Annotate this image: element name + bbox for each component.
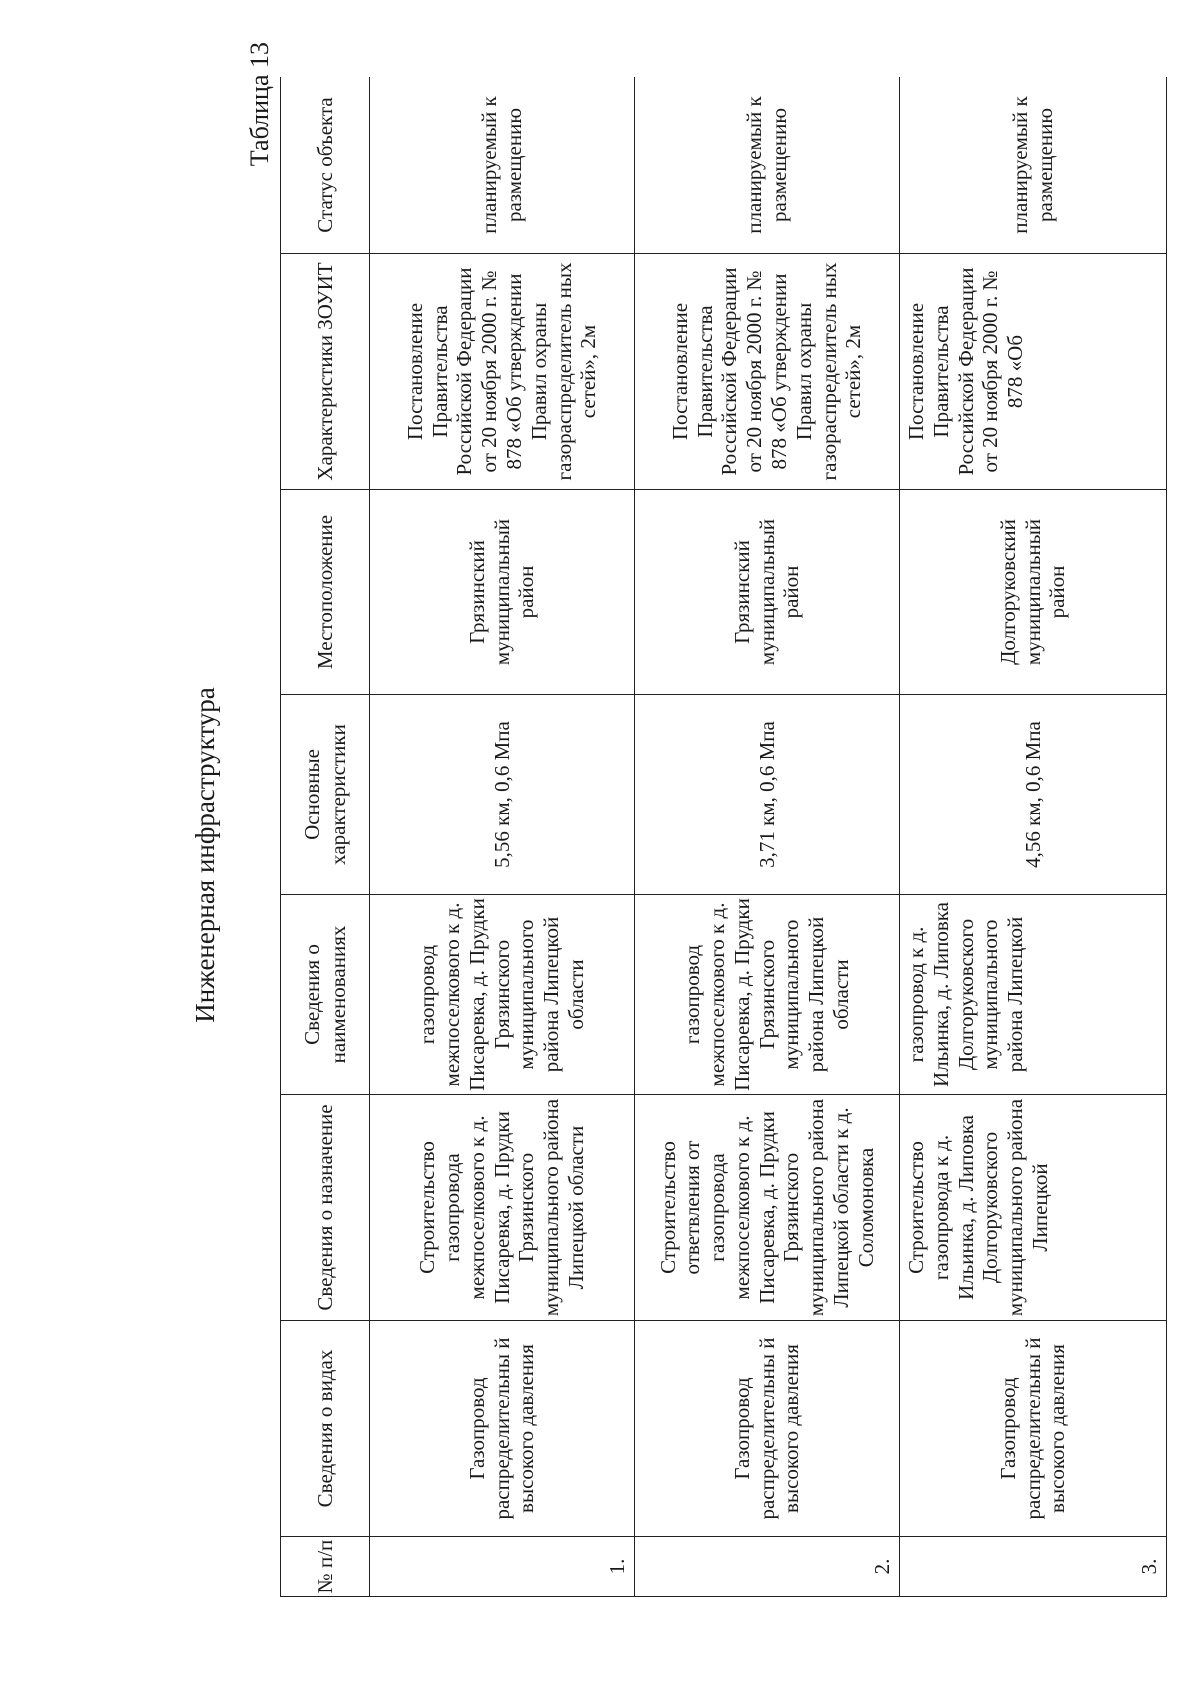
cell-characteristics: 4,56 км, 0,6 Мпа xyxy=(900,695,1167,895)
cell-purpose: Строительство газопровода межпоселкового к д. Писаревка, д. Прудки Грязинского муниципального района Липецкой области xyxy=(370,1095,635,1321)
cell-purpose: Строительство газопровода к д. Ильинка, д. Липовка Долгоруковского муниципального района Липецкой xyxy=(900,1095,1167,1321)
cell-characteristics: 5,56 км, 0,6 Мпа xyxy=(370,695,635,895)
cell-type: Газопровод распределительны й высокого давления xyxy=(635,1321,900,1537)
cell-name: газопровод межпоселкового к д. Писаревка, д. Прудки Грязинского муниципального района Липецкой области xyxy=(635,895,900,1095)
header-zouit: Характеристики ЗОУИТ xyxy=(281,254,370,490)
table-frame xyxy=(280,77,1180,1597)
cell-status: планируемый к размещению xyxy=(900,77,1167,254)
cell-status: планируемый к размещению xyxy=(635,77,900,254)
cell-num: 2. xyxy=(635,1537,900,1597)
cell-location: Грязинский муниципальный район xyxy=(370,490,635,695)
header-name: Сведения о наименованиях xyxy=(281,895,370,1095)
header-type: Сведения о видах xyxy=(281,1321,370,1537)
cell-type: Газопровод распределительны й высокого давления xyxy=(370,1321,635,1537)
header-location: Местоположение xyxy=(281,490,370,695)
header-num: № п/п xyxy=(281,1537,370,1597)
cell-num: 1. xyxy=(370,1537,635,1597)
table-number-label: Таблица 13 xyxy=(245,42,274,167)
cell-zouit: Постановление Правительства Российской Федерации от 20 ноября 2000 г. № 878 «Об xyxy=(900,254,1167,490)
cell-location: Грязинский муниципальный район xyxy=(635,490,900,695)
cell-type: Газопровод распределительны й высокого давления xyxy=(900,1321,1167,1537)
infrastructure-table xyxy=(280,77,1167,1597)
cell-name: газопровод к д. Ильинка, д. Липовка Долгоруковского муниципального района Липецкой xyxy=(900,895,1167,1095)
header-purpose: Сведения о назначение xyxy=(281,1095,370,1321)
cell-zouit: Постановление Правительства Российской Федерации от 20 ноября 2000 г. № 878 «Об утверждении Правил охраны газораспределитель ных сетей», 2м xyxy=(370,254,635,490)
cell-name: газопровод межпоселкового к д. Писаревка, д. Прудки Грязинского муниципального района Липецкой области xyxy=(370,895,635,1095)
table-row xyxy=(635,77,900,1597)
page-title: Инженерная инфраструктура xyxy=(189,687,220,1023)
table-header-row xyxy=(281,77,370,1597)
cell-zouit: Постановление Правительства Российской Федерации от 20 ноября 2000 г. № 878 «Об утверждении Правил охраны газораспределитель ных сетей», 2м xyxy=(635,254,900,490)
table-rotated-container xyxy=(280,77,1180,1597)
header-status: Статус объекта xyxy=(281,77,370,254)
header-characteristics: Основные характеристики xyxy=(281,695,370,895)
table-row xyxy=(370,77,635,1597)
table-row xyxy=(900,77,1167,1597)
cell-purpose: Строительство ответвления от газопровода межпоселкового к д. Писаревка, д. Прудки Грязинского муниципального района Липецкой области к д. Соломоновка xyxy=(635,1095,900,1321)
cell-characteristics: 3,71 км, 0,6 Мпа xyxy=(635,695,900,895)
cell-status: планируемый к размещению xyxy=(370,77,635,254)
cell-num: 3. xyxy=(900,1537,1167,1597)
cell-location: Долгоруковский муниципальный район xyxy=(900,490,1167,695)
